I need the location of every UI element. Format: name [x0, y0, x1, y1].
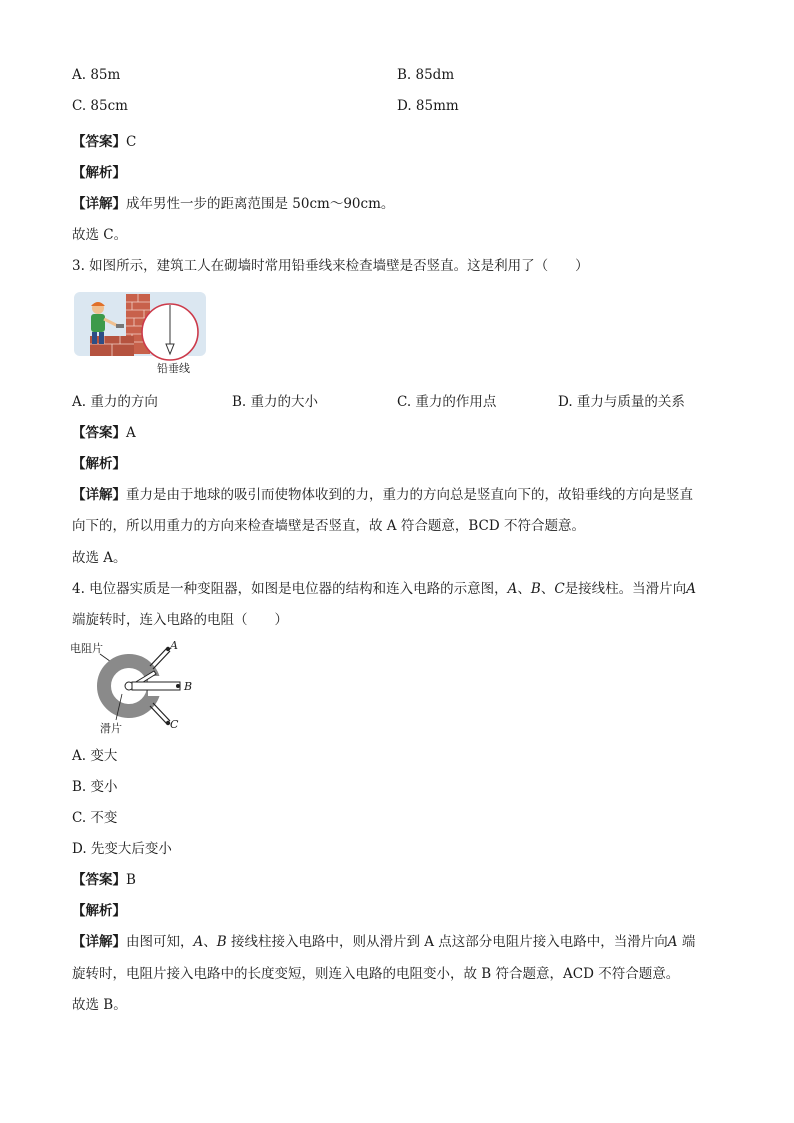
- q2-option-c: C. 85cm: [72, 98, 128, 114]
- q4-stem-line-1: 4. 电位器实质是一种变阻器，如图是电位器的结构和连入电路的示意图，A、B、C是接线柱。当滑片向A: [72, 581, 696, 597]
- potentiometer-figure: [70, 636, 200, 736]
- plumb-line-figure: [74, 292, 206, 376]
- answer-value: B: [126, 872, 136, 888]
- resistor-label: 电阻片: [70, 642, 103, 655]
- q3-conclusion: 故选 A。: [72, 550, 127, 566]
- q3-analysis-tag: 【解析】: [72, 456, 126, 472]
- answer-value: C: [126, 134, 137, 150]
- q2-conclusion: 故选 C。: [72, 227, 128, 243]
- q3-option-d: D. 重力与质量的关系: [558, 394, 685, 410]
- terminal-b: [132, 682, 180, 690]
- q4-conclusion: 故选 B。: [72, 997, 127, 1013]
- q4-option-b: B. 变小: [72, 779, 118, 795]
- q4-stem-line-2: 端旋转时，连入电路的电阻（ ）: [72, 612, 288, 628]
- figure-caption: 铅垂线: [157, 362, 190, 375]
- terminal-b-label: B: [184, 680, 193, 693]
- q3-option-c: C. 重力的作用点: [397, 394, 497, 410]
- answer-value: A: [126, 425, 136, 441]
- terminal-c-label: C: [170, 718, 179, 731]
- q2-option-d: D. 85mm: [397, 98, 459, 114]
- q2-option-b: B. 85dm: [397, 67, 455, 83]
- answer-tag: 【答案】: [72, 134, 126, 150]
- slider-label: 滑片: [100, 722, 122, 735]
- q2-option-a: A. 85m: [72, 67, 121, 83]
- q4-detail-line-2: 旋转时，电阻片接入电路中的长度变短，则连入电路的电阻变小，故 B 符合题意，ACD 不符合题意。: [72, 966, 680, 982]
- q4-option-a: A. 变大: [72, 748, 118, 764]
- detail-tag: 【详解】: [72, 487, 126, 503]
- q4-detail-line-1: 【详解】由图可知，A、B 接线柱接入电路中，则从滑片到 A 点这部分电阻片接入电路中，当滑片向A 端: [72, 934, 696, 950]
- answer-tag: 【答案】: [72, 872, 126, 888]
- detail-text: 成年男性一步的距离范围是 50cm～90cm。: [126, 196, 395, 212]
- q3-option-b: B. 重力的大小: [232, 394, 319, 410]
- detail-tag: 【详解】: [72, 934, 126, 950]
- q3-stem: 3. 如图所示，建筑工人在砌墙时常用铅垂线来检查墙壁是否竖直。这是利用了（ ）: [72, 258, 589, 274]
- q4-analysis-tag: 【解析】: [72, 903, 126, 919]
- q3-detail-line-2: 向下的，所以用重力的方向来检查墙壁是否竖直，故 A 符合题意，BCD 不符合题意。: [72, 518, 585, 534]
- q4-option-d: D. 先变大后变小: [72, 841, 172, 857]
- q2-answer-line: [72, 130, 136, 150]
- q2-analysis-tag: 【解析】: [72, 165, 126, 181]
- q4-option-c: C. 不变: [72, 810, 118, 826]
- magnifier-circle: [142, 304, 198, 360]
- q4-answer-line: [72, 868, 136, 888]
- q3-detail-line-1: [72, 483, 693, 503]
- detail-text: 重力是由于地球的吸引而使物体收到的力，重力的方向总是竖直向下的，故铅垂线的方向是竖直: [126, 487, 693, 503]
- q3-option-a: A. 重力的方向: [72, 394, 158, 410]
- terminal-a-label: A: [170, 639, 178, 652]
- q3-answer-line: [72, 421, 136, 441]
- q2-detail-line: [72, 192, 394, 212]
- answer-tag: 【答案】: [72, 425, 126, 441]
- detail-tag: 【详解】: [72, 196, 126, 212]
